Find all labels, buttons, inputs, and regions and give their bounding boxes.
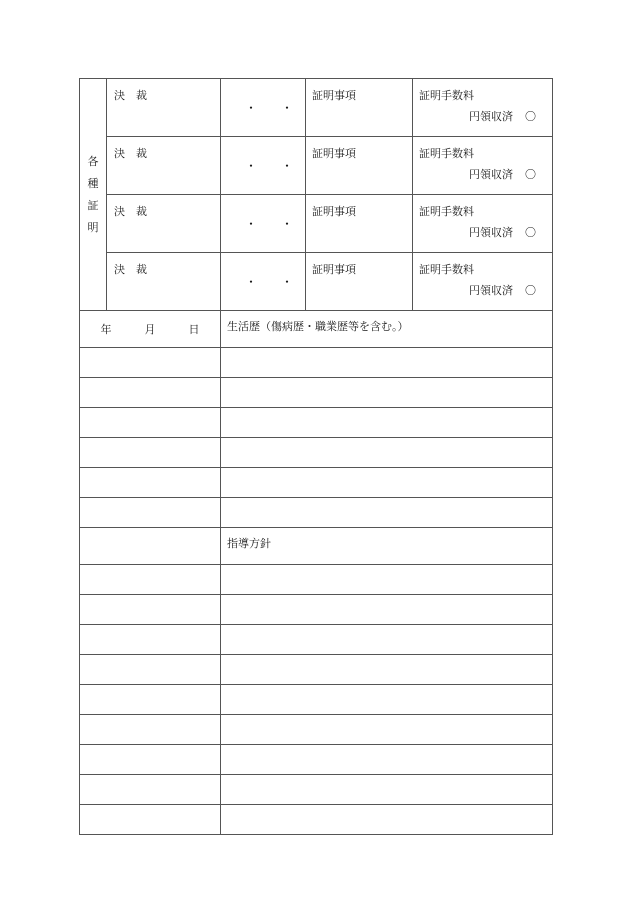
certificate-fee-cell[interactable]: 証明手数料 円領収済 〇 — [413, 137, 553, 195]
history-date-cell[interactable] — [80, 408, 221, 438]
history-date-cell[interactable] — [80, 378, 221, 408]
history-row — [80, 378, 553, 408]
certificate-item-cell[interactable]: 証明事項 — [306, 79, 413, 137]
history-date-cell[interactable] — [80, 655, 221, 685]
certificate-item-cell[interactable]: 証明事項 — [306, 195, 413, 253]
history-date-cell[interactable] — [80, 595, 221, 625]
decision-cell[interactable]: 決 裁 — [107, 195, 221, 253]
history-date-cell[interactable] — [80, 468, 221, 498]
history-row — [80, 715, 553, 745]
history-entry-cell[interactable] — [221, 438, 553, 468]
history-date-cell[interactable] — [80, 745, 221, 775]
history-row — [80, 498, 553, 528]
certificate-row — [80, 253, 553, 311]
history-date-cell[interactable] — [80, 805, 221, 835]
history-date-cell[interactable] — [80, 438, 221, 468]
history-entry-cell[interactable] — [221, 348, 553, 378]
guidance-header-row — [80, 528, 553, 565]
received-mark: 〇 — [525, 168, 536, 181]
history-row — [80, 438, 553, 468]
certificate-row — [80, 137, 553, 195]
certificate-fee-cell[interactable]: 証明手数料 円領収済 〇 — [413, 253, 553, 311]
history-header-row — [80, 311, 553, 348]
history-entry-cell[interactable] — [221, 498, 553, 528]
history-row — [80, 655, 553, 685]
date-header — [80, 311, 221, 348]
life-history-label: 生活歴（傷病歴・職業歴等を含む。） — [221, 311, 553, 348]
month-label: 月 — [144, 323, 156, 336]
certificate-side-label: 各 種 証 明 — [80, 79, 107, 311]
history-entry-cell[interactable] — [221, 775, 553, 805]
history-entry-cell[interactable] — [221, 595, 553, 625]
received-mark: 〇 — [525, 226, 536, 239]
certificate-fee-cell[interactable]: 証明手数料 円領収済 〇 — [413, 79, 553, 137]
record-sheet — [79, 78, 552, 835]
history-date-cell[interactable] — [80, 348, 221, 378]
history-row — [80, 408, 553, 438]
decision-cell[interactable]: 決 裁 — [107, 137, 221, 195]
history-entry-cell[interactable] — [221, 625, 553, 655]
certificate-row — [80, 195, 553, 253]
history-entry-cell[interactable] — [221, 745, 553, 775]
history-entry-cell[interactable] — [221, 715, 553, 745]
history-date-cell[interactable] — [80, 528, 221, 565]
history-row — [80, 595, 553, 625]
certificate-table — [79, 78, 553, 311]
certificate-item-cell[interactable]: 証明事項 — [306, 137, 413, 195]
history-row — [80, 625, 553, 655]
history-date-cell[interactable] — [80, 625, 221, 655]
year-label: 年 — [100, 323, 112, 336]
history-entry-cell[interactable] — [221, 468, 553, 498]
date-cell[interactable]: ・ ・ — [221, 137, 306, 195]
history-date-cell[interactable] — [80, 775, 221, 805]
certificate-row — [80, 79, 553, 137]
history-entry-cell[interactable] — [221, 565, 553, 595]
guidance-label: 指導方針 — [221, 528, 553, 565]
history-row — [80, 745, 553, 775]
history-row — [80, 685, 553, 715]
history-entry-cell[interactable] — [221, 408, 553, 438]
decision-cell[interactable]: 決 裁 — [107, 253, 221, 311]
history-entry-cell[interactable] — [221, 378, 553, 408]
certificate-item-cell[interactable]: 証明事項 — [306, 253, 413, 311]
history-date-cell[interactable] — [80, 715, 221, 745]
history-entry-cell[interactable] — [221, 805, 553, 835]
received-mark: 〇 — [525, 284, 536, 297]
day-label: 日 — [188, 323, 200, 336]
history-row — [80, 805, 553, 835]
history-entry-cell[interactable] — [221, 685, 553, 715]
date-cell[interactable]: ・ ・ — [221, 253, 306, 311]
history-date-cell[interactable] — [80, 685, 221, 715]
certificate-fee-cell[interactable]: 証明手数料 円領収済 〇 — [413, 195, 553, 253]
history-entry-cell[interactable] — [221, 655, 553, 685]
history-row — [80, 348, 553, 378]
date-cell[interactable]: ・ ・ — [221, 195, 306, 253]
history-date-cell[interactable] — [80, 498, 221, 528]
history-date-cell[interactable] — [80, 565, 221, 595]
history-row — [80, 565, 553, 595]
history-row — [80, 468, 553, 498]
history-table — [79, 310, 553, 835]
decision-cell[interactable]: 決 裁 — [107, 79, 221, 137]
date-cell[interactable]: ・ ・ — [221, 79, 306, 137]
history-row — [80, 775, 553, 805]
received-mark: 〇 — [525, 110, 536, 123]
